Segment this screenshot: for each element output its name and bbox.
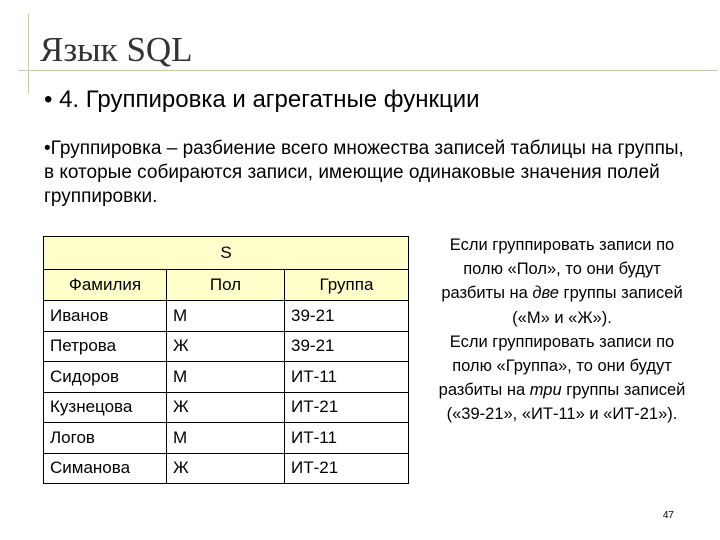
cell-surname: Логов bbox=[44, 423, 167, 454]
cell-surname: Иванов bbox=[44, 301, 167, 332]
cell-gender: Ж bbox=[167, 392, 285, 423]
table-header-row bbox=[44, 270, 409, 301]
cell-gender: Ж bbox=[167, 331, 285, 362]
table-row bbox=[44, 362, 409, 393]
cell-group: ИТ-21 bbox=[285, 392, 409, 423]
cell-surname: Кузнецова bbox=[44, 392, 167, 423]
table-name-row bbox=[44, 237, 409, 270]
explanation-group: Если группировать записи по полю «Группа», то они будут разбиты на три группы записей («39-21», «ИТ-11» и «ИТ-21»). bbox=[438, 332, 686, 424]
cell-gender: М bbox=[167, 301, 285, 332]
decorative-frame-horizontal bbox=[18, 70, 718, 71]
explanation-gender: Если группировать записи по полю «Пол», то они будут разбиты на две группы записей («М» и «Ж»). bbox=[441, 236, 683, 327]
column-header-surname: Фамилия bbox=[44, 270, 167, 301]
grouping-explanation bbox=[432, 233, 692, 427]
column-header-group: Группа bbox=[285, 270, 409, 301]
emphasis-two: две bbox=[532, 284, 559, 303]
column-header-gender: Пол bbox=[167, 270, 285, 301]
cell-group: 39-21 bbox=[285, 301, 409, 332]
table-row bbox=[44, 392, 409, 423]
cell-gender: М bbox=[167, 423, 285, 454]
table-name-cell: S bbox=[44, 237, 409, 270]
students-table bbox=[43, 236, 409, 484]
table-row bbox=[44, 453, 409, 484]
cell-group: ИТ-21 bbox=[285, 453, 409, 484]
cell-gender: Ж bbox=[167, 453, 285, 484]
table-row bbox=[44, 331, 409, 362]
table-row bbox=[44, 301, 409, 332]
page-number: 47 bbox=[662, 510, 674, 521]
cell-group: 39-21 bbox=[285, 331, 409, 362]
table-row bbox=[44, 423, 409, 454]
cell-group: ИТ-11 bbox=[285, 362, 409, 393]
definition-text: •Группировка – разбиение всего множества записей таблицы на группы, в которые собираются записи, имеющие одинаковые значения полей группировки. bbox=[44, 138, 684, 207]
cell-surname: Сидоров bbox=[44, 362, 167, 393]
cell-group: ИТ-11 bbox=[285, 423, 409, 454]
cell-gender: М bbox=[167, 362, 285, 393]
cell-surname: Симанова bbox=[44, 453, 167, 484]
section-heading: • 4. Группировка и агрегатные функции bbox=[44, 86, 480, 113]
emphasis-three: три bbox=[529, 381, 562, 400]
slide-title: Язык SQL bbox=[40, 30, 193, 69]
decorative-frame-vertical bbox=[28, 14, 29, 94]
cell-surname: Петрова bbox=[44, 331, 167, 362]
